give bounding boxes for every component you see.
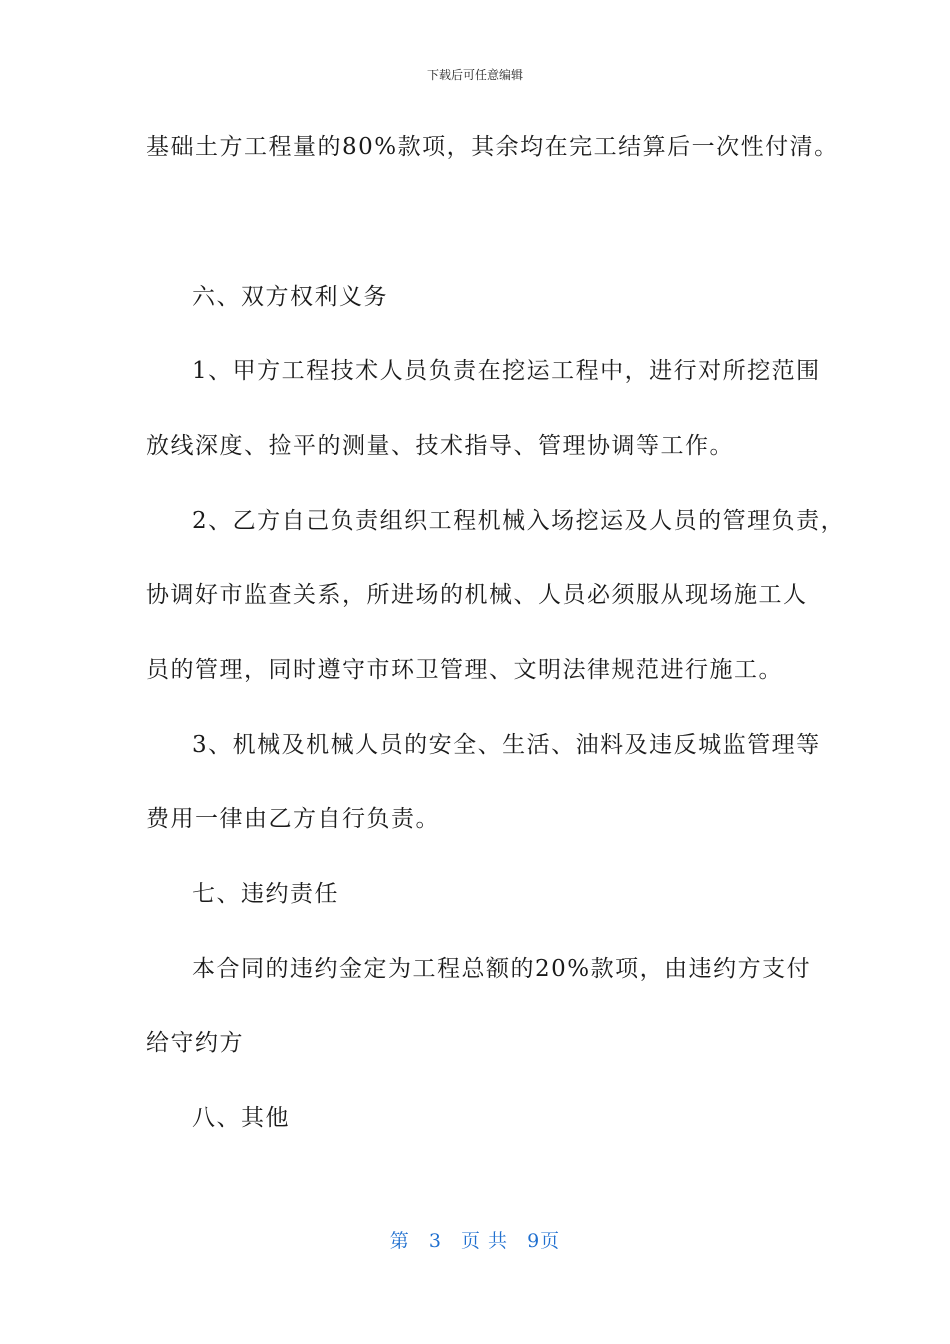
section-heading-rights: 六、双方权利义务 (192, 284, 388, 310)
paragraph-line: 协调好市监查关系，所进场的机械、人员必须服从现场施工人 (146, 582, 808, 608)
paragraph-line: 员的管理，同时遵守市环卫管理、文明法律规范进行施工。 (146, 657, 783, 683)
section-heading-other: 八、其他 (192, 1105, 290, 1131)
page-total: 9页 (527, 1230, 561, 1252)
paragraph-line: 本合同的违约金定为工程总额的20%款项，由违约方支付 (192, 956, 812, 982)
paragraph-line: 3、机械及机械人员的安全、生活、油料及违反城监管理等 (192, 732, 821, 758)
paragraph-line: 给守约方 (146, 1030, 244, 1056)
paragraph-line: 基础土方工程量的80%款项，其余均在完工结算后一次性付清。 (146, 134, 839, 160)
header-note: 下载后可任意编辑 (426, 68, 523, 82)
paragraph-line: 2、乙方自己负责组织工程机械入场挖运及人员的管理负责， (192, 508, 846, 534)
page-prefix: 第 (389, 1230, 410, 1252)
paragraph-line: 费用一律由乙方自行负责。 (146, 806, 440, 832)
paragraph-line: 1、甲方工程技术人员负责在挖运工程中，进行对所挖范围 (192, 358, 821, 384)
paragraph-line: 放线深度、捡平的测量、技术指导、管理协调等工作。 (146, 433, 734, 459)
page-current: 3 (428, 1230, 442, 1252)
page-middle: 页 共 (461, 1230, 509, 1252)
page-number-footer (0, 1226, 950, 1253)
section-heading-breach: 七、违约责任 (192, 881, 339, 907)
